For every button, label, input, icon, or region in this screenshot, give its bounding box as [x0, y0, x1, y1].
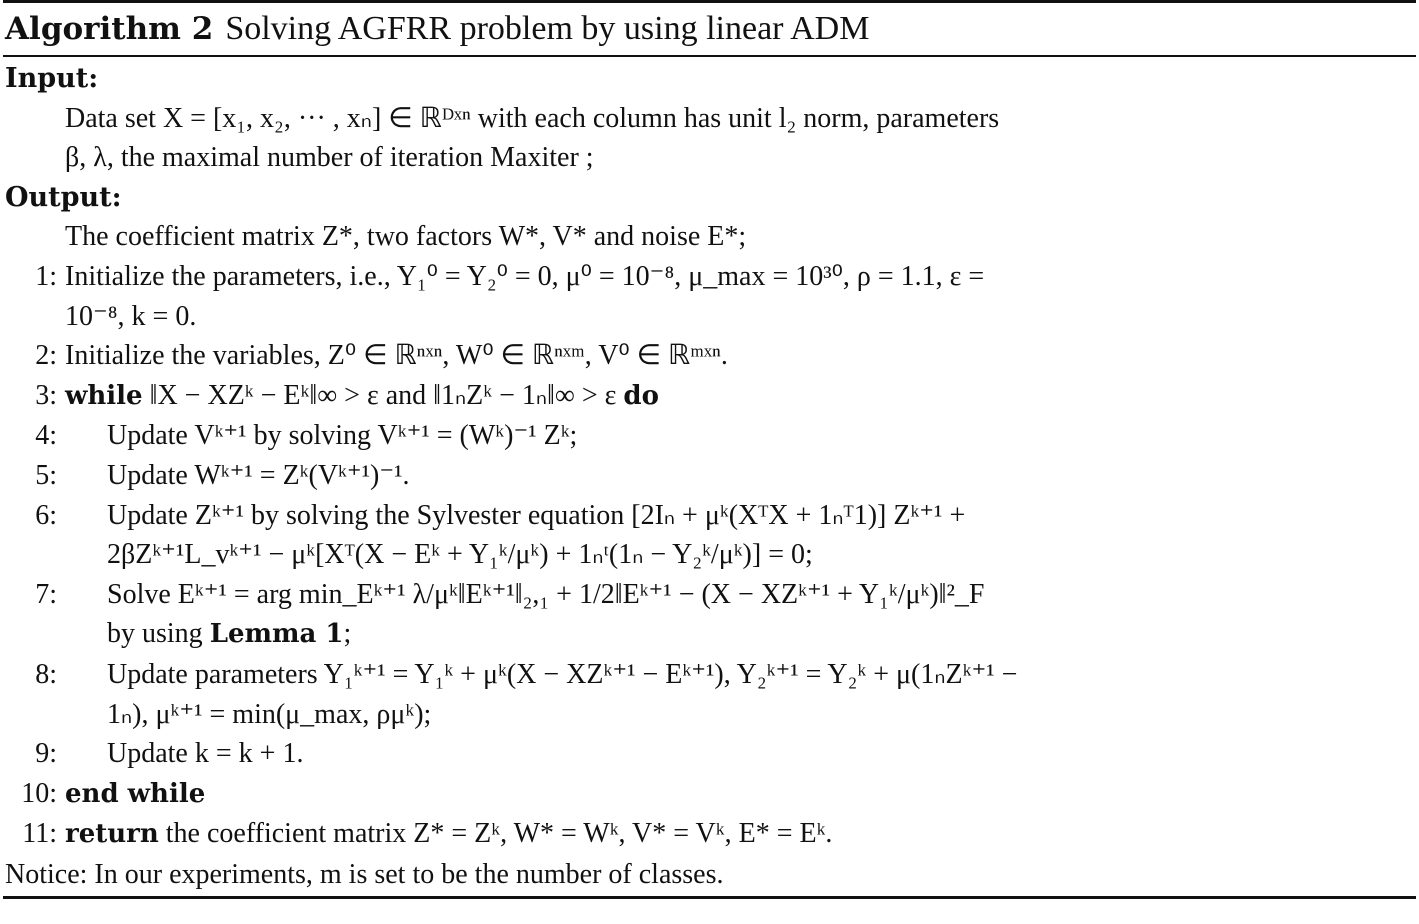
step-8: [3, 655, 1416, 734]
step-11: [3, 814, 1416, 855]
step-1: [3, 257, 1416, 336]
step-number: 10:: [21, 777, 57, 809]
output-label: Output:: [5, 181, 122, 213]
step-text: [65, 774, 1416, 815]
algorithm-box: [3, 0, 1416, 899]
keyword-end-while: end while: [65, 778, 206, 809]
step-text: Update Wᵏ⁺¹ = Zᵏ(Vᵏ⁺¹)⁻¹.: [107, 459, 410, 491]
step-text: [65, 655, 1416, 734]
step-line-2: 1ₙ), μᵏ⁺¹ = min(μ_max, ρμᵏ);: [107, 698, 432, 730]
notice-text: Notice: In our experiments, m is set to be the number of classes.: [5, 858, 724, 890]
step-line-1: Solve Eᵏ⁺¹ = arg min_Eᵏ⁺¹ λ/μᵏ‖Eᵏ⁺¹‖₂,₁ + 1/2‖Eᵏ⁺¹ − (X − XZᵏ⁺¹ + Y₁ᵏ/μᵏ)‖²_F: [107, 578, 985, 610]
step-number: 11:: [22, 818, 57, 850]
step-3: [3, 376, 1416, 417]
step-text: Update Vᵏ⁺¹ by solving Vᵏ⁺¹ = (Wᵏ)⁻¹ Zᵏ;: [107, 420, 578, 452]
step-number: 8:: [35, 658, 57, 690]
step-line-1: Update parameters Y₁ᵏ⁺¹ = Y₁ᵏ + μᵏ(X − XZᵏ⁺¹ − Eᵏ⁺¹), Y₂ᵏ⁺¹ = Y₂ᵏ + μ(1ₙZᵏ⁺¹ −: [107, 658, 1018, 690]
step-text: [65, 814, 1416, 855]
step-line-2: 2βZᵏ⁺¹L_vᵏ⁺¹ − μᵏ[Xᵀ(X − Eᵏ + Y₁ᵏ/μᵏ) + 1ₙᵗ(1ₙ − Y₂ᵏ/μᵏ)] = 0;: [107, 539, 813, 571]
input-text-1: Data set X = [x₁, x₂, ··· , xₙ] ∈ ℝᴰˣⁿ with each column has unit l₂ norm, parameters: [65, 102, 1000, 134]
step-text: [65, 575, 1416, 655]
algorithm-title: Solving AGFRR problem by using linear ADM: [225, 10, 870, 47]
step-text: Update k = k + 1.: [107, 738, 304, 770]
input-text-2: β, λ, the maximal number of iteration Maxiter ;: [65, 142, 594, 174]
step-text: Initialize the variables, Z⁰ ∈ ℝⁿˣⁿ, W⁰ ∈ ℝⁿˣᵐ, V⁰ ∈ ℝᵐˣⁿ.: [65, 340, 728, 372]
bottom-rule: [3, 896, 1416, 899]
step-number: 6:: [35, 499, 57, 531]
while-condition: ‖X − XZᵏ − Eᵏ‖∞ > ε and ‖1ₙZᵏ − 1ₙ‖∞ > ε: [149, 379, 617, 411]
step-10: [3, 774, 1416, 815]
step-4: [3, 416, 1416, 456]
step-line-2: 10⁻⁸, k = 0.: [65, 300, 197, 332]
output-text: The coefficient matrix Z*, two factors W*, V* and noise E*;: [65, 221, 747, 253]
step-number: 4:: [35, 420, 57, 452]
step-number: 1:: [35, 260, 57, 292]
step-text: [65, 376, 1416, 417]
step-line-1: Initialize the parameters, i.e., Y₁⁰ = Y₂⁰ = 0, μ⁰ = 10⁻⁸, μ_max = 10³⁰, ρ = 1.1, ε =: [65, 260, 985, 292]
step-text: [65, 496, 1416, 575]
step-7: [3, 575, 1416, 655]
lemma-reference: Lemma 1: [209, 619, 344, 650]
input-label: Input:: [5, 63, 99, 94]
step-text: [65, 257, 1416, 336]
algorithm-body: [3, 57, 1416, 894]
step-number: 5:: [35, 459, 57, 491]
keyword-do: do: [623, 380, 659, 411]
step-9: [3, 734, 1416, 774]
step-line-1: Update Zᵏ⁺¹ by solving the Sylvester equation [2Iₙ + μᵏ(XᵀX + 1ₙᵀ1)] Zᵏ⁺¹ +: [107, 499, 966, 531]
step-5: [3, 456, 1416, 496]
step-line-2b: ;: [343, 618, 352, 650]
keyword-return: return: [65, 819, 159, 850]
return-text: the coefficient matrix Z* = Zᵏ, W* = Wᵏ, V* = Vᵏ, E* = Eᵏ.: [165, 818, 833, 850]
step-number: 2:: [35, 340, 57, 372]
step-6: [3, 496, 1416, 575]
step-2: [3, 336, 1416, 376]
algorithm-label: Algorithm 2: [5, 11, 214, 47]
algorithm-header: [3, 3, 1416, 55]
keyword-while: while: [65, 380, 143, 411]
step-line-2a: by using: [107, 618, 203, 650]
step-number: 3:: [35, 379, 57, 411]
step-number: 9:: [35, 738, 57, 770]
step-number: 7:: [35, 578, 57, 610]
